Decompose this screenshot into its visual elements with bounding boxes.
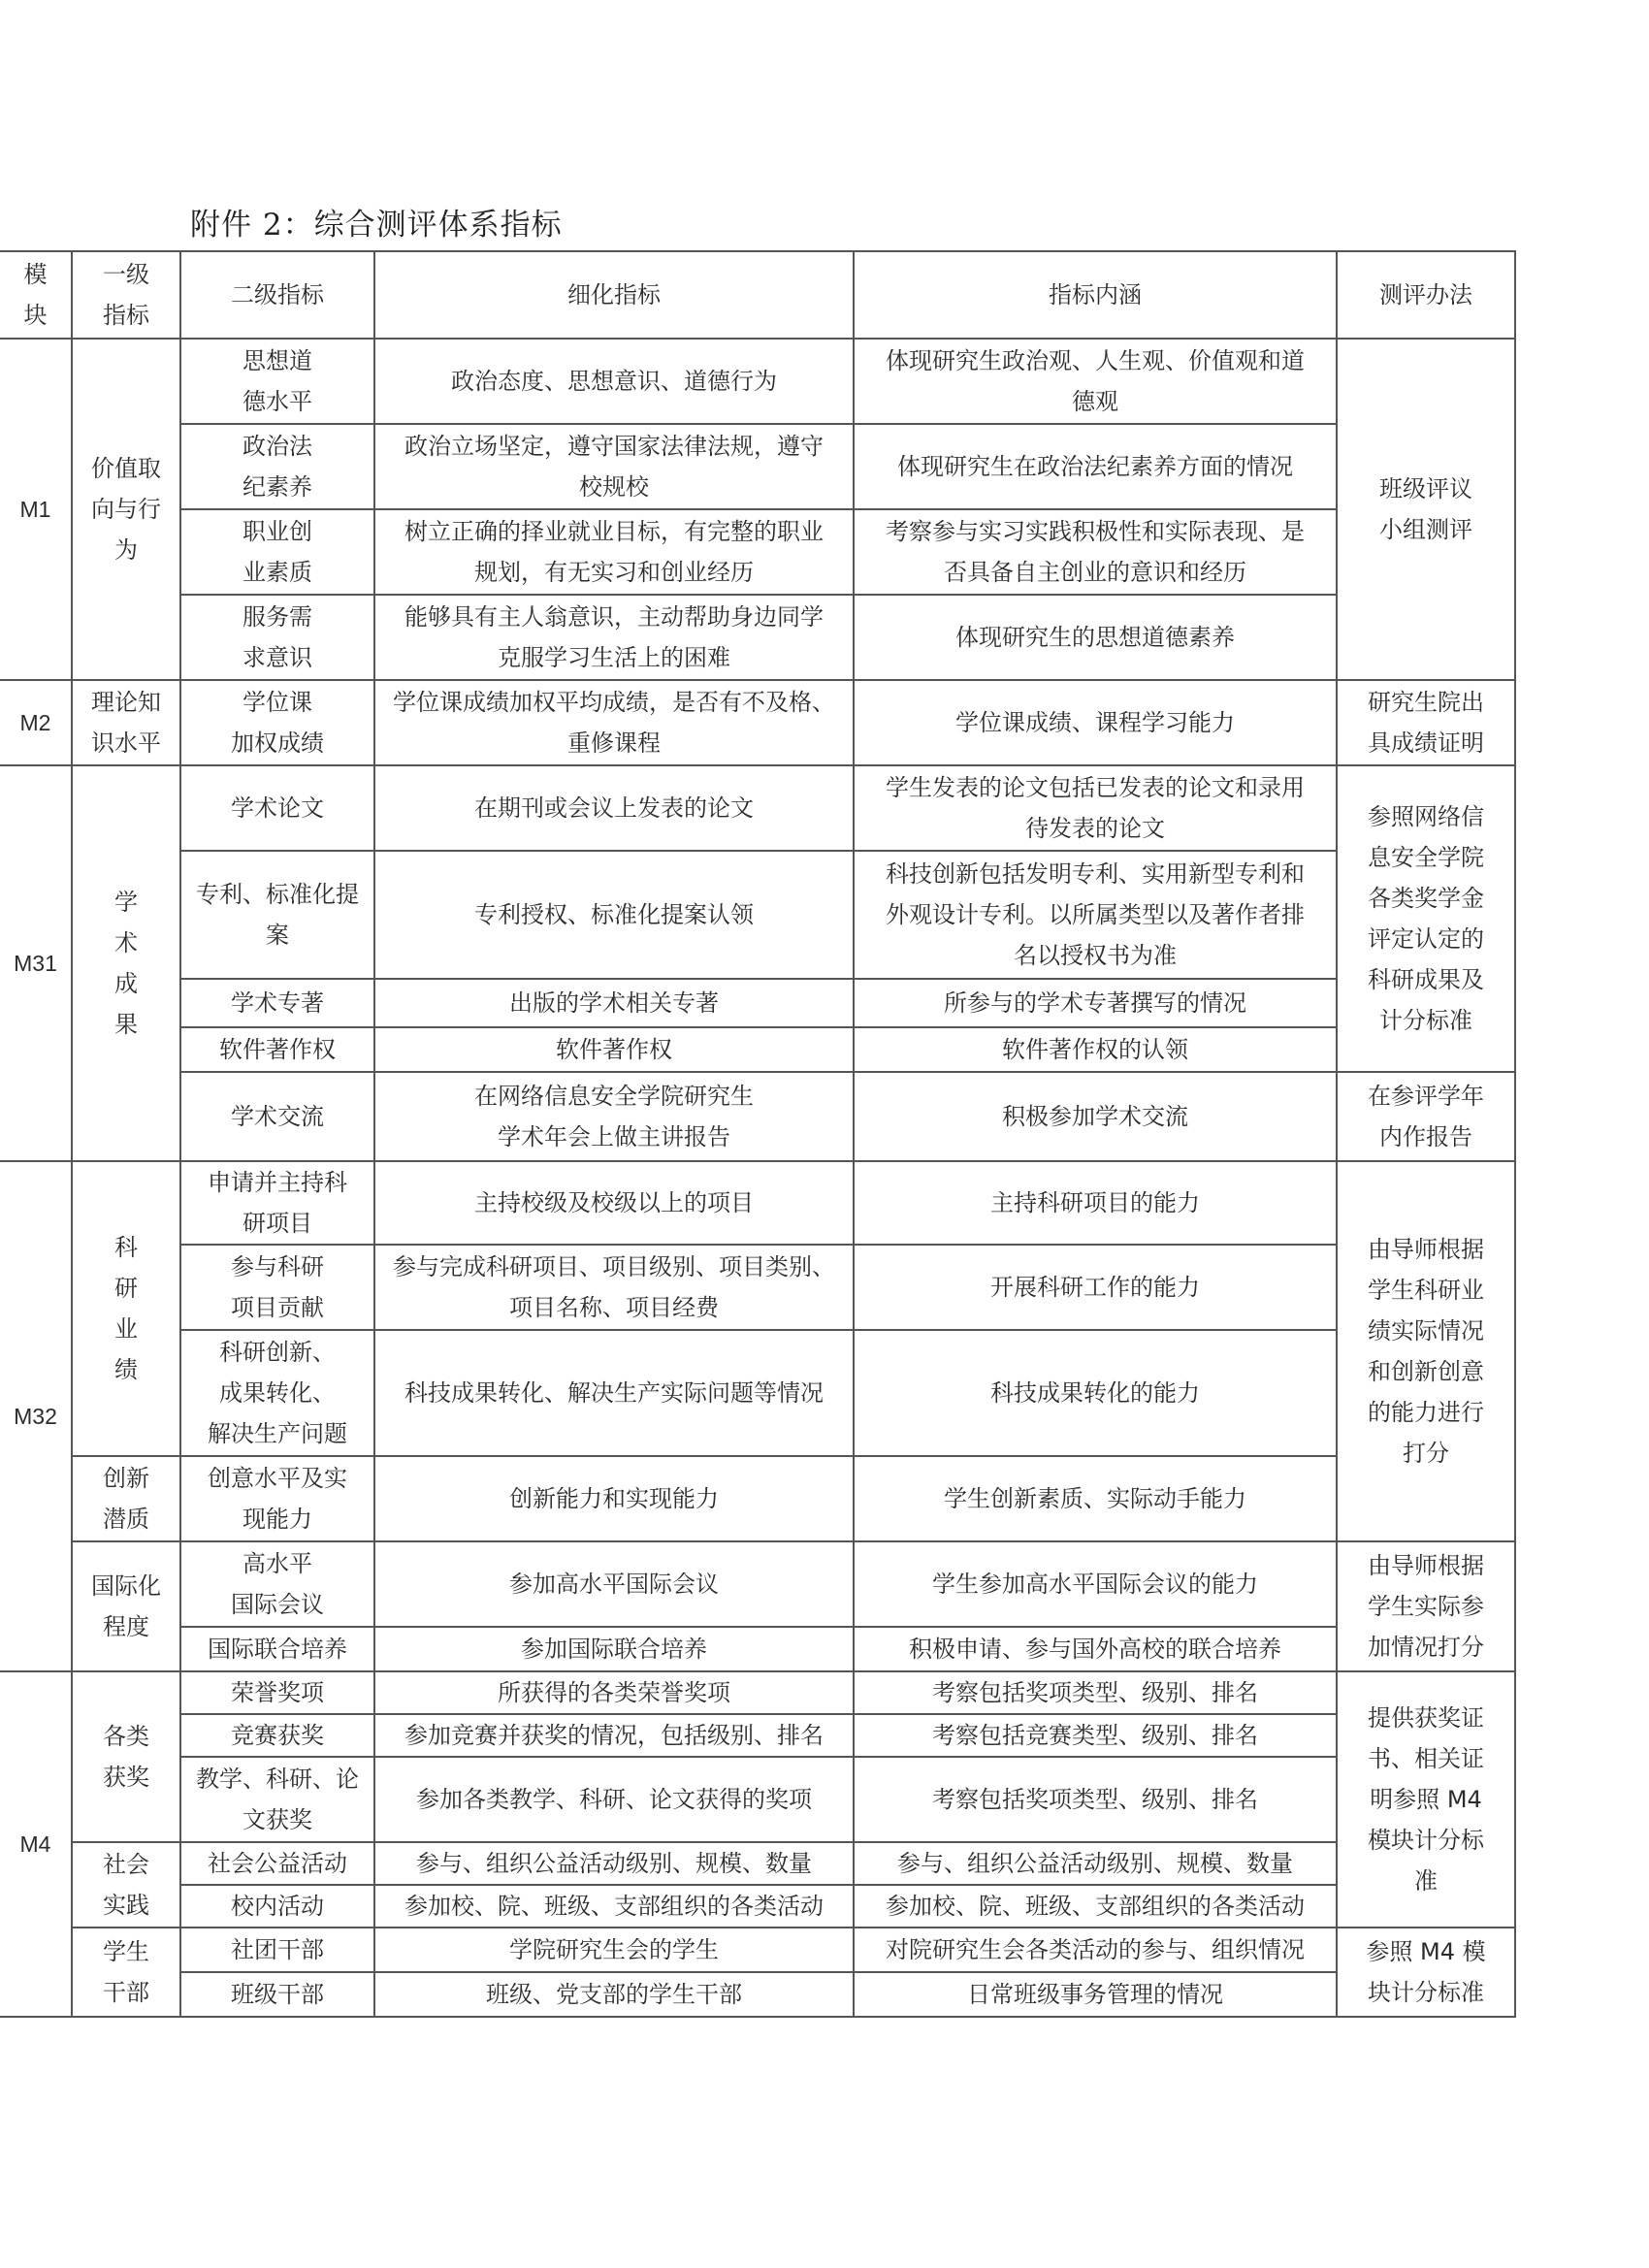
level1-cell: 国际化 程度 bbox=[72, 1541, 180, 1671]
header-method: 测评办法 bbox=[1337, 251, 1515, 339]
level2-cell: 软件著作权 bbox=[180, 1027, 374, 1072]
detail-cell: 学院研究生会的学生 bbox=[374, 1928, 854, 1972]
method-cell: 提供获奖证 书、相关证 明参照 M4 模块计分标 准 bbox=[1337, 1671, 1515, 1928]
table-row bbox=[0, 424, 1515, 509]
table-row bbox=[0, 1885, 1515, 1928]
method-cell: 研究生院出 具成绩证明 bbox=[1337, 680, 1515, 765]
table-row bbox=[0, 1757, 1515, 1842]
evaluation-table bbox=[0, 250, 1516, 2018]
detail-cell: 参加国际联合培养 bbox=[374, 1627, 854, 1671]
meaning-cell: 积极参加学术交流 bbox=[854, 1072, 1337, 1161]
level2-cell: 学位课 加权成绩 bbox=[180, 680, 374, 765]
detail-cell: 所获得的各类荣誉奖项 bbox=[374, 1671, 854, 1714]
module-code: M2 bbox=[0, 680, 72, 765]
level2-cell: 学术专著 bbox=[180, 979, 374, 1027]
detail-cell: 参加竞赛并获奖的情况，包括级别、排名 bbox=[374, 1714, 854, 1757]
detail-cell: 在期刊或会议上发表的论文 bbox=[374, 765, 854, 851]
header-level1: 一级 指标 bbox=[72, 251, 180, 339]
meaning-cell: 学生创新素质、实际动手能力 bbox=[854, 1456, 1337, 1541]
meaning-cell: 开展科研工作的能力 bbox=[854, 1245, 1337, 1330]
header-detail: 细化指标 bbox=[374, 251, 854, 339]
detail-cell: 出版的学术相关专著 bbox=[374, 979, 854, 1027]
level1-cell: 理论知 识水平 bbox=[72, 680, 180, 765]
level2-cell: 国际联合培养 bbox=[180, 1627, 374, 1671]
detail-cell: 主持校级及校级以上的项目 bbox=[374, 1161, 854, 1245]
table-row bbox=[0, 1842, 1515, 1885]
header-meaning: 指标内涵 bbox=[854, 251, 1337, 339]
table-row bbox=[0, 1161, 1515, 1245]
meaning-cell: 学位课成绩、课程学习能力 bbox=[854, 680, 1337, 765]
table-row bbox=[0, 979, 1515, 1027]
meaning-cell: 考察参与实习实践积极性和实际表现、是 否具备自主创业的意识和经历 bbox=[854, 509, 1337, 595]
level2-cell: 社团干部 bbox=[180, 1928, 374, 1972]
module-code: M31 bbox=[0, 765, 72, 1161]
meaning-cell: 所参与的学术专著撰写的情况 bbox=[854, 979, 1337, 1027]
level1-cell: 创新 潜质 bbox=[72, 1456, 180, 1541]
level2-cell: 竞赛获奖 bbox=[180, 1714, 374, 1757]
level2-cell: 创意水平及实 现能力 bbox=[180, 1456, 374, 1541]
method-cell: 由导师根据 学生实际参 加情况打分 bbox=[1337, 1541, 1515, 1671]
level1-cell: 学生 干部 bbox=[72, 1928, 180, 2017]
level2-cell: 学术交流 bbox=[180, 1072, 374, 1161]
meaning-cell: 参加校、院、班级、支部组织的各类活动 bbox=[854, 1885, 1337, 1928]
level2-cell: 思想道 德水平 bbox=[180, 339, 374, 424]
level2-cell: 服务需 求意识 bbox=[180, 595, 374, 680]
meaning-cell: 日常班级事务管理的情况 bbox=[854, 1972, 1337, 2017]
detail-cell: 参加校、院、班级、支部组织的各类活动 bbox=[374, 1885, 854, 1928]
detail-cell: 参与完成科研项目、项目级别、项目类别、 项目名称、项目经费 bbox=[374, 1245, 854, 1330]
level2-cell: 申请并主持科 研项目 bbox=[180, 1161, 374, 1245]
detail-cell: 科技成果转化、解决生产实际问题等情况 bbox=[374, 1330, 854, 1456]
header-module: 模 块 bbox=[0, 251, 72, 339]
level2-cell: 社会公益活动 bbox=[180, 1842, 374, 1885]
table-row bbox=[0, 1671, 1515, 1714]
module-code: M32 bbox=[0, 1161, 72, 1671]
table-row bbox=[0, 1972, 1515, 2017]
table-row bbox=[0, 595, 1515, 680]
detail-cell: 班级、党支部的学生干部 bbox=[374, 1972, 854, 2017]
meaning-cell: 科技创新包括发明专利、实用新型专利和 外观设计专利。以所属类型以及著作者排 名以授权书为准 bbox=[854, 851, 1337, 979]
level1-cell: 各类 获奖 bbox=[72, 1671, 180, 1842]
level2-cell: 参与科研 项目贡献 bbox=[180, 1245, 374, 1330]
detail-cell: 参与、组织公益活动级别、规模、数量 bbox=[374, 1842, 854, 1885]
method-cell: 班级评议 小组测评 bbox=[1337, 339, 1515, 680]
level2-cell: 专利、标准化提 案 bbox=[180, 851, 374, 979]
level1-cell: 学 术 成 果 bbox=[72, 765, 180, 1161]
level2-cell: 科研创新、 成果转化、 解决生产问题 bbox=[180, 1330, 374, 1456]
table-row bbox=[0, 680, 1515, 765]
level2-cell: 校内活动 bbox=[180, 1885, 374, 1928]
meaning-cell: 主持科研项目的能力 bbox=[854, 1161, 1337, 1245]
detail-cell: 政治态度、思想意识、道德行为 bbox=[374, 339, 854, 424]
meaning-cell: 体现研究生政治观、人生观、价值观和道 德观 bbox=[854, 339, 1337, 424]
table-row bbox=[0, 1330, 1515, 1456]
level2-cell: 高水平 国际会议 bbox=[180, 1541, 374, 1627]
meaning-cell: 软件著作权的认领 bbox=[854, 1027, 1337, 1072]
header-level2: 二级指标 bbox=[180, 251, 374, 339]
method-cell: 由导师根据 学生科研业 绩实际情况 和创新创意 的能力进行 打分 bbox=[1337, 1161, 1515, 1541]
meaning-cell: 体现研究生的思想道德素养 bbox=[854, 595, 1337, 680]
method-cell: 在参评学年 内作报告 bbox=[1337, 1072, 1515, 1161]
module-code: M1 bbox=[0, 339, 72, 680]
detail-cell: 参加高水平国际会议 bbox=[374, 1541, 854, 1627]
meaning-cell: 积极申请、参与国外高校的联合培养 bbox=[854, 1627, 1337, 1671]
page-title: 附件 2：综合测评体系指标 bbox=[190, 208, 563, 243]
table-row bbox=[0, 1627, 1515, 1671]
detail-cell: 政治立场坚定，遵守国家法律法规，遵守 校规校 bbox=[374, 424, 854, 509]
table-row bbox=[0, 339, 1515, 424]
meaning-cell: 体现研究生在政治法纪素养方面的情况 bbox=[854, 424, 1337, 509]
detail-cell: 参加各类教学、科研、论文获得的奖项 bbox=[374, 1757, 854, 1842]
table-row bbox=[0, 851, 1515, 979]
meaning-cell: 考察包括竞赛类型、级别、排名 bbox=[854, 1714, 1337, 1757]
level1-cell: 科 研 业 绩 bbox=[72, 1161, 180, 1456]
meaning-cell: 学生参加高水平国际会议的能力 bbox=[854, 1541, 1337, 1627]
meaning-cell: 科技成果转化的能力 bbox=[854, 1330, 1337, 1456]
method-cell: 参照 M4 模 块计分标准 bbox=[1337, 1928, 1515, 2017]
detail-cell: 创新能力和实现能力 bbox=[374, 1456, 854, 1541]
table-row bbox=[0, 1541, 1515, 1627]
table-row bbox=[0, 765, 1515, 851]
table-row bbox=[0, 509, 1515, 595]
table-row bbox=[0, 1714, 1515, 1757]
table-row bbox=[0, 1245, 1515, 1330]
detail-cell: 能够具有主人翁意识，主动帮助身边同学 克服学习生活上的困难 bbox=[374, 595, 854, 680]
meaning-cell: 学生发表的论文包括已发表的论文和录用 待发表的论文 bbox=[854, 765, 1337, 851]
table-row bbox=[0, 1072, 1515, 1161]
level2-cell: 政治法 纪素养 bbox=[180, 424, 374, 509]
detail-cell: 专利授权、标准化提案认领 bbox=[374, 851, 854, 979]
meaning-cell: 对院研究生会各类活动的参与、组织情况 bbox=[854, 1928, 1337, 1972]
level2-cell: 职业创 业素质 bbox=[180, 509, 374, 595]
meaning-cell: 参与、组织公益活动级别、规模、数量 bbox=[854, 1842, 1337, 1885]
meaning-cell: 考察包括奖项类型、级别、排名 bbox=[854, 1757, 1337, 1842]
level2-cell: 教学、科研、论 文获奖 bbox=[180, 1757, 374, 1842]
detail-cell: 在网络信息安全学院研究生 学术年会上做主讲报告 bbox=[374, 1072, 854, 1161]
level2-cell: 班级干部 bbox=[180, 1972, 374, 2017]
module-code: M4 bbox=[0, 1671, 72, 2017]
table-row bbox=[0, 1928, 1515, 1972]
detail-cell: 学位课成绩加权平均成绩，是否有不及格、 重修课程 bbox=[374, 680, 854, 765]
meaning-cell: 考察包括奖项类型、级别、排名 bbox=[854, 1671, 1337, 1714]
level2-cell: 学术论文 bbox=[180, 765, 374, 851]
table-row bbox=[0, 1027, 1515, 1072]
level1-cell: 社会 实践 bbox=[72, 1842, 180, 1928]
detail-cell: 树立正确的择业就业目标，有完整的职业 规划，有无实习和创业经历 bbox=[374, 509, 854, 595]
level1-cell: 价值取 向与行 为 bbox=[72, 339, 180, 680]
detail-cell: 软件著作权 bbox=[374, 1027, 854, 1072]
level2-cell: 荣誉奖项 bbox=[180, 1671, 374, 1714]
method-cell: 参照网络信 息安全学院 各类奖学金 评定认定的 科研成果及 计分标准 bbox=[1337, 765, 1515, 1072]
table-row bbox=[0, 1456, 1515, 1541]
